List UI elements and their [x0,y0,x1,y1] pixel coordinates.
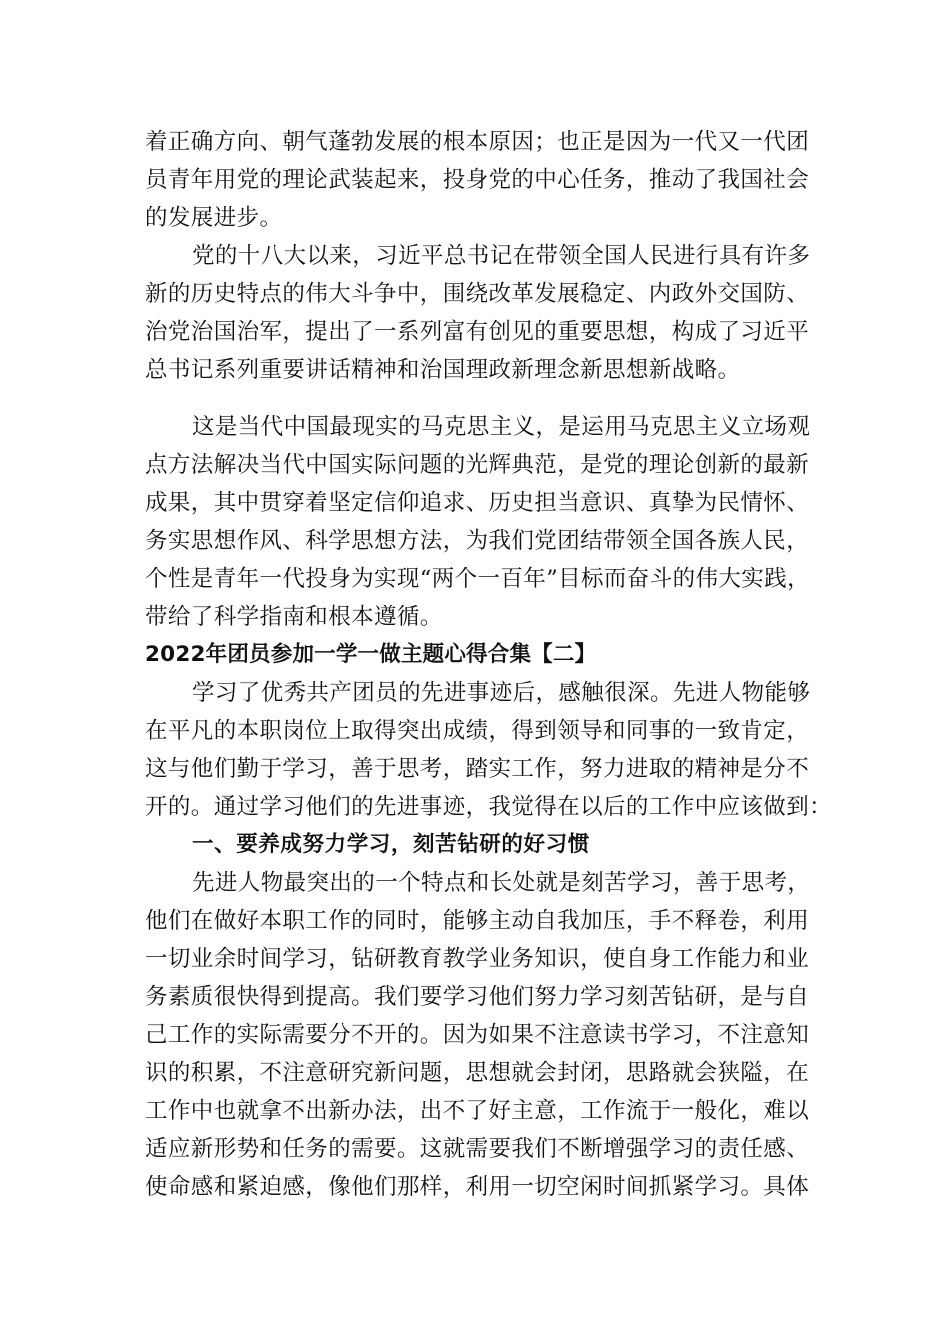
paragraph-5-line-9: 使命感和紧迫感，像他们那样，利用一切空闲时间抓紧学习。具体 [145,1174,810,1200]
subsection-heading: 一、要养成努力学习，刻苦钻研的好习惯 [192,832,590,857]
paragraph-2-line-2: 新的历史特点的伟大斗争中，围绕改革发展稳定、内政外交国防、 [145,281,810,307]
paragraph-1-line-2: 员青年用党的理论武装起来，投身党的中心任务，推动了我国社会 [145,167,810,193]
paragraph-2-line-4: 总书记系列重要讲话精神和治国理政新理念新思想新战略。 [145,357,741,383]
paragraph-3-line-4: 务实思想作风、科学思想方法，为我们党团结带领全国各族人民， [145,528,810,554]
paragraph-5-line-1: 先进人物最突出的一个特点和长处就是刻苦学习，善于思考， [192,870,811,896]
paragraph-3-line-5: 个性是青年一代投身为实现“两个一百年”目标而奋斗的伟大实践， [145,566,811,592]
paragraph-5-line-7: 工作中也就拿不出新办法，出不了好主意，工作流于一般化，难以 [145,1098,810,1124]
paragraph-5-line-3: 一切业余时间学习，钻研教育教学业务知识，使自身工作能力和业 [145,946,810,972]
paragraph-4-line-4: 开的。通过学习他们的先进事迹，我觉得在以后的工作中应该做到： [145,794,833,820]
paragraph-1-line-1: 着正确方向、朝气蓬勃发展的根本原因；也正是因为一代又一代团 [145,129,810,155]
paragraph-3-line-1: 这是当代中国最现实的马克思主义，是运用马克思主义立场观 [192,414,811,440]
paragraph-5-line-8: 适应新形势和任务的需要。这就需要我们不断增强学习的责任感、 [145,1136,810,1162]
paragraph-5-line-5: 己工作的实际需要分不开的。因为如果不注意读书学习，不注意知 [145,1022,810,1048]
paragraph-3-line-6: 带给了科学指南和根本遵循。 [145,604,443,630]
paragraph-3-line-2: 点方法解决当代中国实际问题的光辉典范，是党的理论创新的最新 [145,452,810,478]
section-heading: 2022年团员参加一学一做主题心得合集【二】 [145,642,597,667]
paragraph-5-line-4: 务素质很快得到提高。我们要学习他们努力学习刻苦钻研，是与自 [145,984,810,1010]
paragraph-4-line-1: 学习了优秀共产团员的先进事迹后，感触很深。先进人物能够 [192,680,811,706]
paragraph-2-line-3: 治党治国治军，提出了一系列富有创见的重要思想，构成了习近平 [145,319,810,345]
paragraph-4-line-2: 在平凡的本职岗位上取得突出成绩，得到领导和同事的一致肯定， [145,718,810,744]
paragraph-1-line-3: 的发展进步。 [145,205,283,231]
paragraph-5-line-2: 他们在做好本职工作的同时，能够主动自我加压，手不释卷，利用 [145,908,810,934]
paragraph-4-line-3: 这与他们勤于学习，善于思考，踏实工作，努力进取的精神是分不 [145,756,810,782]
paragraph-3-line-3: 成果，其中贯穿着坚定信仰追求、历史担当意识、真挚为民情怀、 [145,490,810,516]
paragraph-2-line-1: 党的十八大以来，习近平总书记在带领全国人民进行具有许多 [192,243,811,269]
paragraph-5-line-6: 识的积累，不注意研究新问题，思想就会封闭，思路就会狭隘，在 [145,1060,810,1086]
